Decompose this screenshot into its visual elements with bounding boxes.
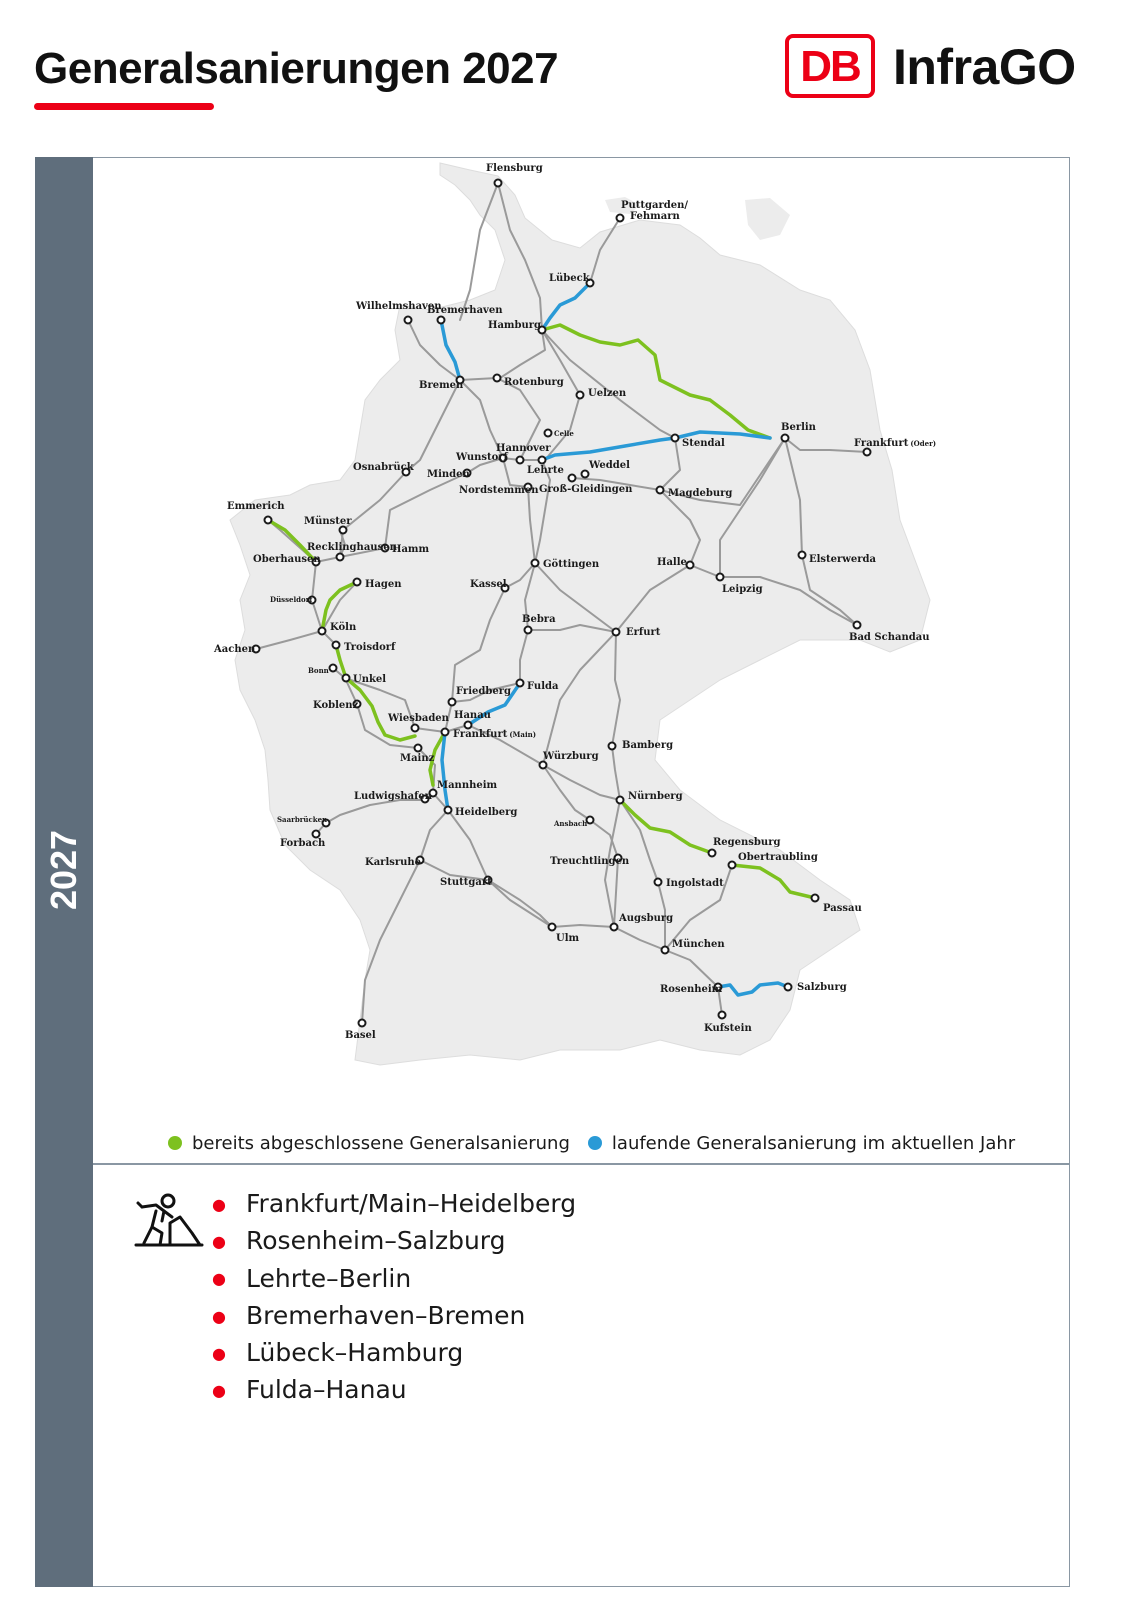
label-berlin: Berlin <box>781 422 816 433</box>
label-celle: Celle <box>554 429 574 438</box>
label-nuernberg: Nürnberg <box>628 791 683 802</box>
project-item-label: Bremerhaven–Bremen <box>246 1300 526 1330</box>
label-leipzig: Leipzig <box>722 584 763 595</box>
label-fehmarn: Fehmarn <box>630 211 680 222</box>
label-wilhelmshaven: Wilhelmshaven <box>356 301 442 312</box>
label-ansbach: Ansbach <box>554 819 588 828</box>
label-hamburg: Hamburg <box>488 320 542 331</box>
label-oberhausen: Oberhausen <box>253 554 321 565</box>
germany-outline <box>230 163 930 1065</box>
db-logo-text: DB <box>800 42 860 91</box>
label-luebeck: Lübeck <box>549 273 590 284</box>
label-ingolstadt: Ingolstadt <box>666 878 724 889</box>
label-rotenburg: Rotenburg <box>504 377 564 388</box>
label-saarbruecken: Saarbrücken <box>277 815 328 824</box>
label-gross-gleidingen: Groß-Gleidingen <box>539 484 633 495</box>
label-puttgarden: Puttgarden/ <box>621 200 689 211</box>
label-salzburg: Salzburg <box>797 982 847 993</box>
label-nordstemmen: Nordstemmen <box>459 485 539 496</box>
project-item: ● Fulda–Hanau <box>212 1375 407 1405</box>
label-basel: Basel <box>345 1030 376 1041</box>
label-augsburg: Augsburg <box>619 913 674 924</box>
brand-name: InfraGO <box>893 39 1076 95</box>
project-item-label: Lehrte–Berlin <box>246 1263 412 1293</box>
label-obertraubling: Obertraubling <box>738 852 818 863</box>
project-list <box>212 1186 576 1410</box>
legend-ongoing-label: laufende Generalsanierung im aktuellen Jahr <box>611 1132 1016 1154</box>
project-item: ● Frankfurt/Main–Heidelberg <box>212 1189 577 1218</box>
label-bebra: Bebra <box>522 614 556 625</box>
label-halle: Halle <box>657 557 687 568</box>
label-unkel: Unkel <box>353 674 387 685</box>
label-frankfurt-oder-name: Frankfurt <box>854 438 909 449</box>
project-item-label: Fulda–Hanau <box>246 1375 407 1405</box>
label-treuchtlingen: Treuchtlingen <box>550 856 630 867</box>
label-aachen: Aachen <box>214 644 256 655</box>
label-flensburg: Flensburg <box>486 163 543 174</box>
label-kassel: Kassel <box>470 579 507 590</box>
project-item-label: Frankfurt/Main–Heidelberg <box>246 1189 577 1218</box>
legend-completed <box>168 1133 570 1154</box>
label-regensburg: Regensburg <box>713 837 781 848</box>
project-item: ● Rosenheim–Salzburg <box>212 1226 506 1256</box>
label-hagen: Hagen <box>365 579 402 590</box>
map-legend <box>168 1130 1033 1156</box>
germany-rail-map <box>93 157 1070 1077</box>
label-bremen: Bremen <box>419 380 464 391</box>
project-item: ● Lehrte–Berlin <box>212 1263 412 1293</box>
label-karlsruhe: Karlsruhe <box>365 857 422 868</box>
label-weddel: Weddel <box>589 460 630 471</box>
label-frankfurt-main-suffix: (Main) <box>509 730 537 739</box>
legend-completed-label: bereits abgeschlossene Generalsanierung <box>192 1132 570 1154</box>
label-duesseldorf: Düsseldorf <box>270 595 313 604</box>
label-emmerich: Emmerich <box>227 501 285 512</box>
legend-completed-dot <box>168 1136 182 1150</box>
label-magdeburg: Magdeburg <box>668 488 733 499</box>
project-item: ● Lübeck–Hamburg <box>212 1338 464 1367</box>
project-item-label: Rosenheim–Salzburg <box>246 1226 506 1256</box>
label-muenster: Münster <box>304 516 352 527</box>
label-mainz: Mainz <box>400 753 435 764</box>
label-passau: Passau <box>823 903 862 914</box>
label-troisdorf: Troisdorf <box>344 642 396 653</box>
label-wiesbaden: Wiesbaden <box>388 713 449 724</box>
label-lehrte: Lehrte <box>527 465 564 476</box>
label-stendal: Stendal <box>682 438 725 449</box>
label-ulm: Ulm <box>556 933 580 944</box>
label-bad-schandau: Bad Schandau <box>849 632 930 643</box>
legend-ongoing <box>588 1133 1015 1154</box>
db-logo <box>785 34 875 98</box>
label-hanau: Hanau <box>454 710 491 721</box>
label-bamberg: Bamberg <box>622 740 674 751</box>
ruegen-island <box>745 198 790 240</box>
project-item-label: Lübeck–Hamburg <box>246 1338 464 1367</box>
label-fulda: Fulda <box>527 681 559 692</box>
label-stuttgart: Stuttgart <box>440 877 492 888</box>
title-underline <box>34 103 214 110</box>
label-uelzen: Uelzen <box>588 388 627 399</box>
label-heidelberg: Heidelberg <box>455 807 518 818</box>
label-wunstorf: Wunstorf <box>456 452 508 463</box>
label-bonn: Bonn <box>308 666 329 675</box>
label-muenchen: München <box>672 939 725 950</box>
label-elsterwerda: Elsterwerda <box>809 554 877 565</box>
year-label: 2027 <box>43 829 84 911</box>
label-recklinghausen: Recklinghausen <box>307 542 397 553</box>
label-frankfurt-main-name: Frankfurt <box>453 729 508 740</box>
label-forbach: Forbach <box>280 838 326 849</box>
construction-worker-icon <box>134 1193 204 1251</box>
section-divider <box>93 1163 1070 1165</box>
label-koblenz: Koblenz <box>313 700 359 711</box>
label-goettingen: Göttingen <box>543 559 600 570</box>
project-item: ● Bremerhaven–Bremen <box>212 1300 526 1330</box>
label-mannheim: Mannheim <box>437 780 498 791</box>
label-frankfurt-oder-suffix: (Oder) <box>910 439 937 448</box>
label-kufstein: Kufstein <box>704 1023 752 1034</box>
label-hannover: Hannover <box>496 443 551 454</box>
label-bremerhaven: Bremerhaven <box>427 305 503 316</box>
label-rosenheim: Rosenheim <box>660 984 723 995</box>
page-title: Generalsanierungen 2027 <box>34 44 559 93</box>
label-osnabrueck: Osnabrück <box>353 462 414 473</box>
label-koeln: Köln <box>330 622 357 633</box>
label-wuerzburg: Würzburg <box>543 751 599 762</box>
legend-ongoing-dot <box>588 1136 602 1150</box>
label-minden: Minden <box>427 469 470 480</box>
label-ludwigshafen: Ludwigshafen <box>354 791 433 802</box>
label-hamm: Hamm <box>392 544 430 555</box>
label-erfurt: Erfurt <box>626 627 661 638</box>
label-frankfurt-oder <box>854 438 936 449</box>
label-frankfurt-main <box>453 729 536 740</box>
label-friedberg: Friedberg <box>456 686 511 697</box>
